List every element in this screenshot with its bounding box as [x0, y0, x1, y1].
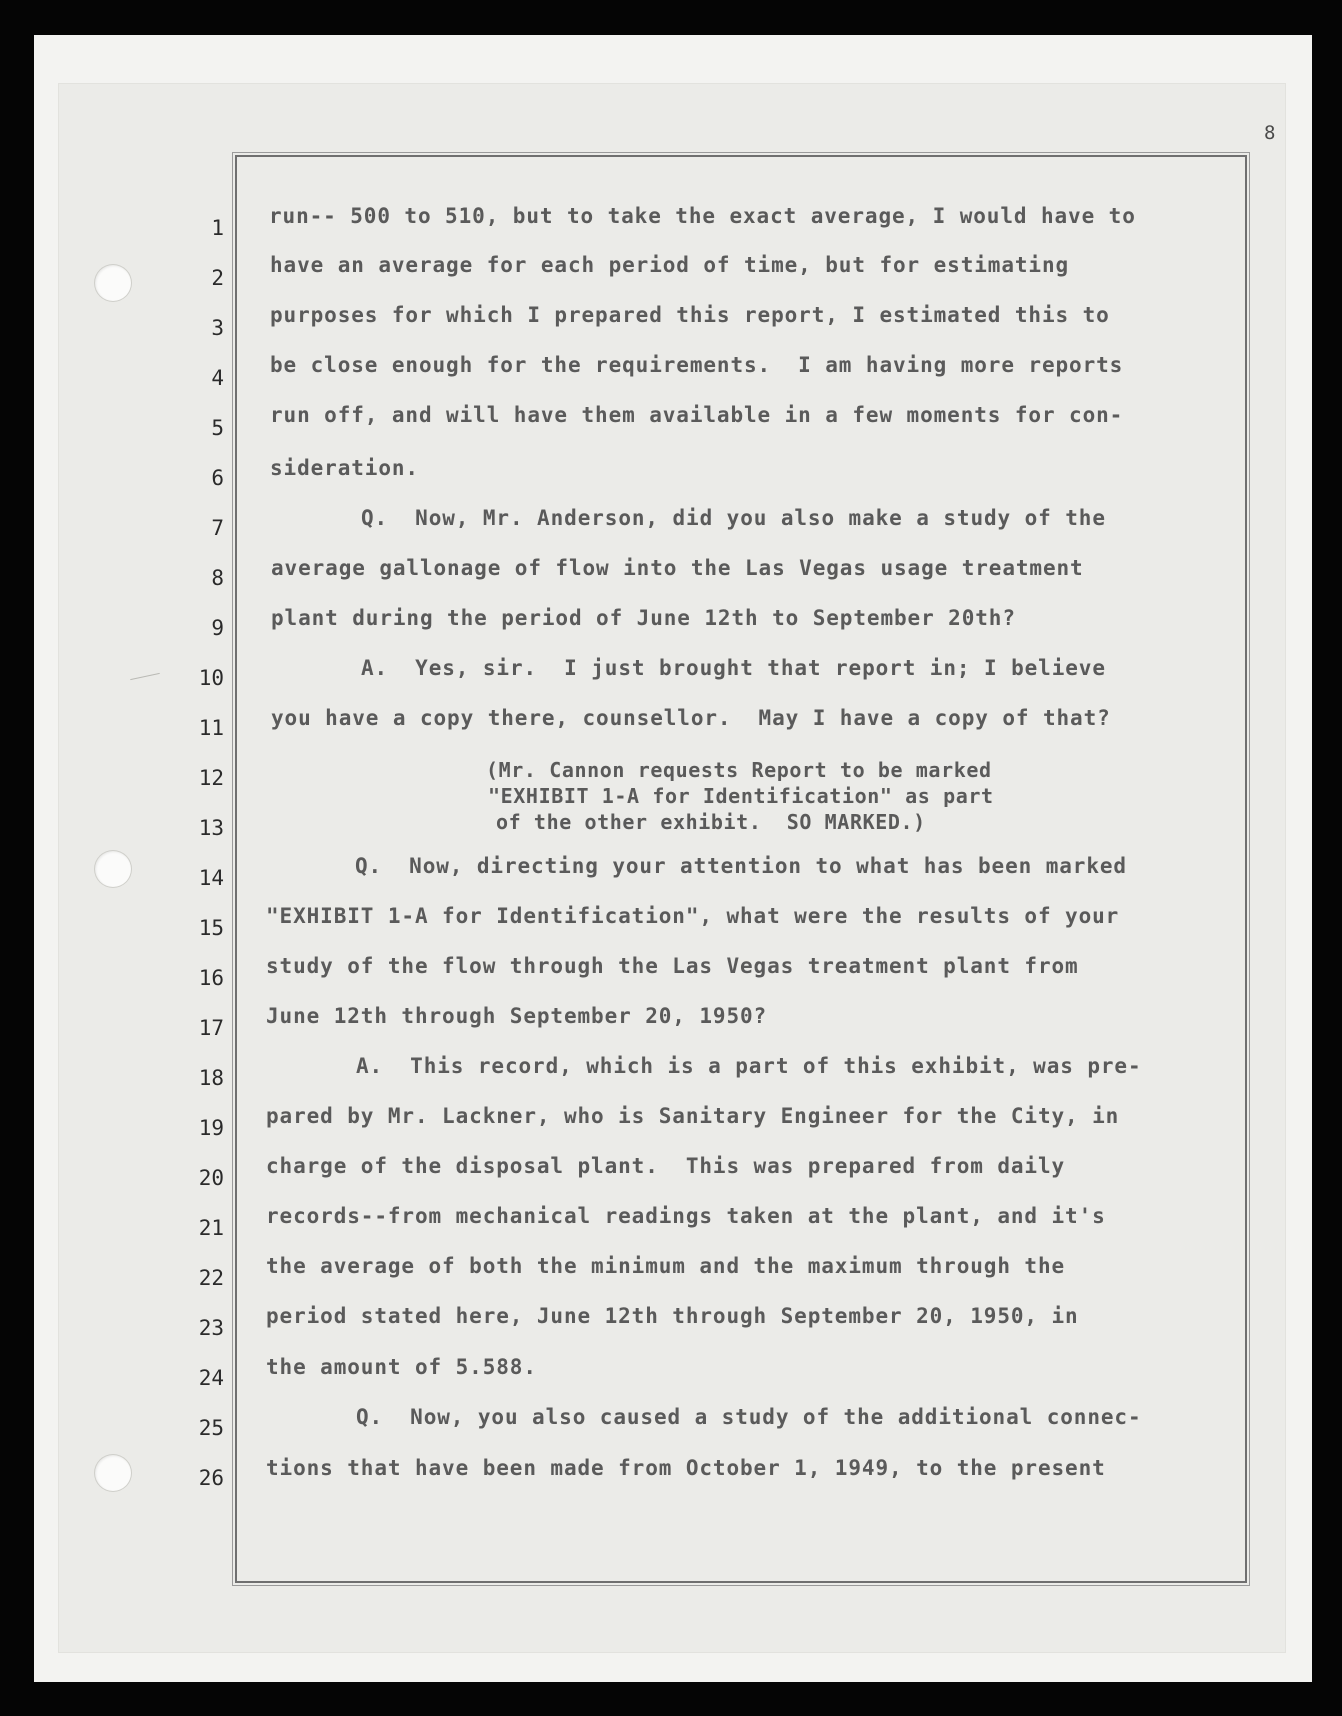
line-number: 9 [211, 616, 224, 640]
transcript-line: records--from mechanical readings taken at the plant, and it's [266, 1204, 1106, 1228]
transcript-line: you have a copy there, counsellor. May I have a copy of that? [271, 706, 1111, 730]
line-number: 20 [198, 1166, 224, 1190]
line-number: 1 [211, 216, 224, 240]
transcript-line: the average of both the minimum and the maximum through the [266, 1254, 1066, 1278]
transcript-line: the amount of 5.588. [266, 1355, 537, 1379]
line-number: 4 [211, 366, 224, 390]
transcript-line: sideration. [270, 456, 419, 480]
line-number: 8 [211, 566, 224, 590]
line-number: 14 [198, 866, 224, 890]
line-number: 3 [211, 316, 224, 340]
line-number: 11 [198, 716, 224, 740]
transcript-line: charge of the disposal plant. This was prepared from daily [266, 1154, 1066, 1178]
line-number: 25 [198, 1416, 224, 1440]
line-number: 22 [198, 1266, 224, 1290]
transcript-line: run off, and will have them available in a few moments for con- [270, 403, 1124, 427]
line-number: 16 [198, 966, 224, 990]
transcript-line: tions that have been made from October 1, 1949, to the present [266, 1456, 1106, 1480]
answer-line: A. This record, which is a part of this exhibit, was pre- [356, 1054, 1142, 1078]
punch-hole-top [95, 265, 131, 301]
transcript-line: pared by Mr. Lackner, who is Sanitary Engineer for the City, in [266, 1104, 1120, 1128]
line-number: 15 [198, 916, 224, 940]
line-number: 5 [211, 416, 224, 440]
line-number: 17 [198, 1016, 224, 1040]
punch-hole-middle [95, 851, 131, 887]
parenthetical-line: of the other exhibit. SO MARKED.) [496, 810, 926, 834]
question-line: Q. Now, Mr. Anderson, did you also make a study of the [361, 506, 1106, 530]
line-number: 26 [198, 1466, 224, 1490]
line-number: 13 [198, 816, 224, 840]
transcript-line: have an average for each period of time, but for estimating [270, 253, 1070, 277]
parenthetical-line: (Mr. Cannon requests Report to be marked [486, 758, 992, 782]
transcript-line: June 12th through September 20, 1950? [266, 1004, 768, 1028]
transcript-line: run-- 500 to 510, but to take the exact average, I would have to [269, 204, 1136, 228]
line-number: 21 [198, 1216, 224, 1240]
line-number: 2 [211, 266, 224, 290]
line-number: 6 [211, 466, 224, 490]
transcript-line: "EXHIBIT 1-A for Identification", what were the results of your [266, 904, 1120, 928]
punch-hole-bottom [95, 1455, 131, 1491]
line-number: 10 [198, 666, 224, 690]
answer-line: A. Yes, sir. I just brought that report in; I believe [361, 656, 1106, 680]
transcript-line: study of the flow through the Las Vegas treatment plant from [266, 954, 1079, 978]
parenthetical-line: "EXHIBIT 1-A for Identification" as part [488, 784, 994, 808]
transcript-line: average gallonage of flow into the Las Vegas usage treatment [271, 556, 1084, 580]
line-number: 18 [198, 1066, 224, 1090]
transcript-line: be close enough for the requirements. I am having more reports [270, 353, 1124, 377]
line-number: 12 [198, 766, 224, 790]
line-number: 7 [211, 516, 224, 540]
page-number: 8 [1264, 122, 1276, 144]
transcript-line: plant during the period of June 12th to September 20th? [271, 606, 1016, 630]
transcript-line: purposes for which I prepared this report, I estimated this to [270, 303, 1110, 327]
line-number: 19 [198, 1116, 224, 1140]
transcript-line: period stated here, June 12th through September 20, 1950, in [266, 1304, 1079, 1328]
question-line: Q. Now, directing your attention to what has been marked [355, 854, 1127, 878]
line-number: 23 [198, 1316, 224, 1340]
question-line: Q. Now, you also caused a study of the additional connec- [356, 1405, 1142, 1429]
line-number: 24 [198, 1366, 224, 1390]
